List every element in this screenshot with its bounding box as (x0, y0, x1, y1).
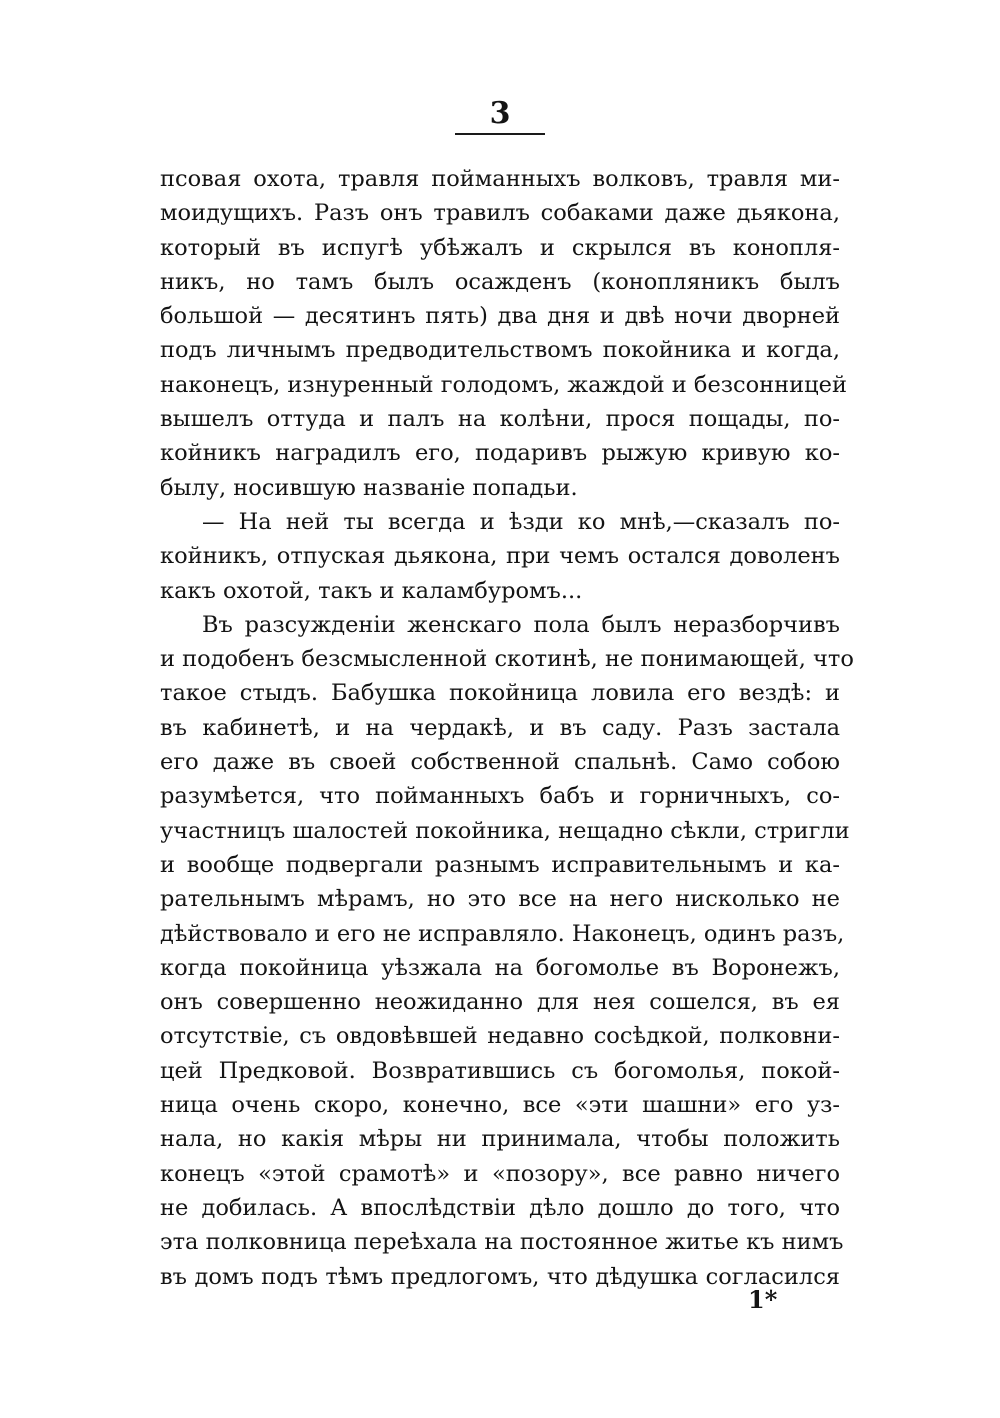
signature-mark: 1* (748, 1285, 778, 1314)
text-line: рательнымъ мѣрамъ, но это все на него нисколько не (160, 886, 840, 913)
text-line: разумѣется, что пойманныхъ бабъ и горничныхъ, со- (160, 783, 840, 810)
text-line: эта полковница переѣхала на постоянное житье къ нимъ (160, 1229, 844, 1256)
text-line: Въ разсужденіи женскаго пола былъ неразборчивъ (202, 611, 840, 638)
body-text (160, 162, 854, 1294)
text-line: цей Предковой. Возвратившись съ богомолья, покой- (160, 1057, 840, 1084)
text-line: и вообще подвергали разнымъ исправительнымъ и ка- (160, 851, 840, 878)
text-line: его даже въ своей собственной спальнѣ. Само собою (160, 749, 840, 776)
text-line: нала, но какія мѣры ни принимала, чтобы положить (160, 1126, 840, 1153)
text-line: какъ охотой, такъ и каламбуромъ... (160, 577, 583, 604)
text-line: не добилась. А впослѣдствіи дѣло дошло до того, что (160, 1194, 840, 1221)
text-line: моидущихъ. Разъ онъ травилъ собаками даже дьякона, (160, 200, 840, 227)
text-line: онъ совершенно неожиданно для нея сошелся, въ ея (160, 989, 840, 1016)
text-line: койникъ наградилъ его, подаривъ рыжую кривую ко- (160, 440, 840, 467)
text-line: подъ личнымъ предводительствомъ покойника и когда, (160, 337, 840, 364)
text-line: большой — десятинъ пять) два дня и двѣ ночи дворней (160, 303, 840, 330)
text-line: въ домъ подъ тѣмъ предлогомъ, что дѣдушка согласился (160, 1263, 840, 1290)
text-line: участницъ шалостей покойника, нещадно сѣкли, стригли (160, 817, 850, 844)
text-line: который въ испугѣ убѣжалъ и скрылся въ конопля- (160, 234, 840, 261)
text-line: такое стыдъ. Бабушка покойница ловила его вездѣ: и (160, 680, 840, 707)
text-line: наконецъ, изнуренный голодомъ, жаждой и безсонницей (160, 371, 847, 398)
text-line: — На ней ты всегда и ѣзди ко мнѣ,—сказалъ по- (202, 508, 840, 535)
text-line: дѣйствовало и его не исправляло. Наконецъ, одинъ разъ, (160, 920, 845, 947)
text-line: вышелъ оттуда и палъ на колѣни, прося пощады, по- (160, 406, 840, 433)
text-line: псовая охота, травля пойманныхъ волковъ, травля ми- (160, 166, 840, 192)
text-line: отсутствіе, съ овдовѣвшей недавно сосѣдкой, полковни- (160, 1023, 840, 1050)
page-number: 3 (489, 96, 511, 131)
text-line: ница очень скоро, конечно, все «эти шашни» его уз- (160, 1092, 840, 1119)
text-line: конецъ «этой срамотѣ» и «позору», все равно ничего (160, 1160, 840, 1187)
text-line: въ кабинетѣ, и на чердакѣ, и въ саду. Разъ застала (160, 714, 840, 741)
text-line: и подобенъ безсмысленной скотинѣ, не понимающей, что (160, 646, 854, 673)
text-line: былу, носившую названіе попадьи. (160, 474, 578, 501)
page-number-rule (455, 133, 545, 135)
text-line: никъ, но тамъ былъ осажденъ (конопляникъ былъ (160, 268, 840, 295)
text-line: когда покойница уѣзжала на богомолье въ Воронежъ, (160, 954, 840, 981)
text-line: койникъ, отпуская дьякона, при чемъ остался доволенъ (160, 543, 840, 570)
